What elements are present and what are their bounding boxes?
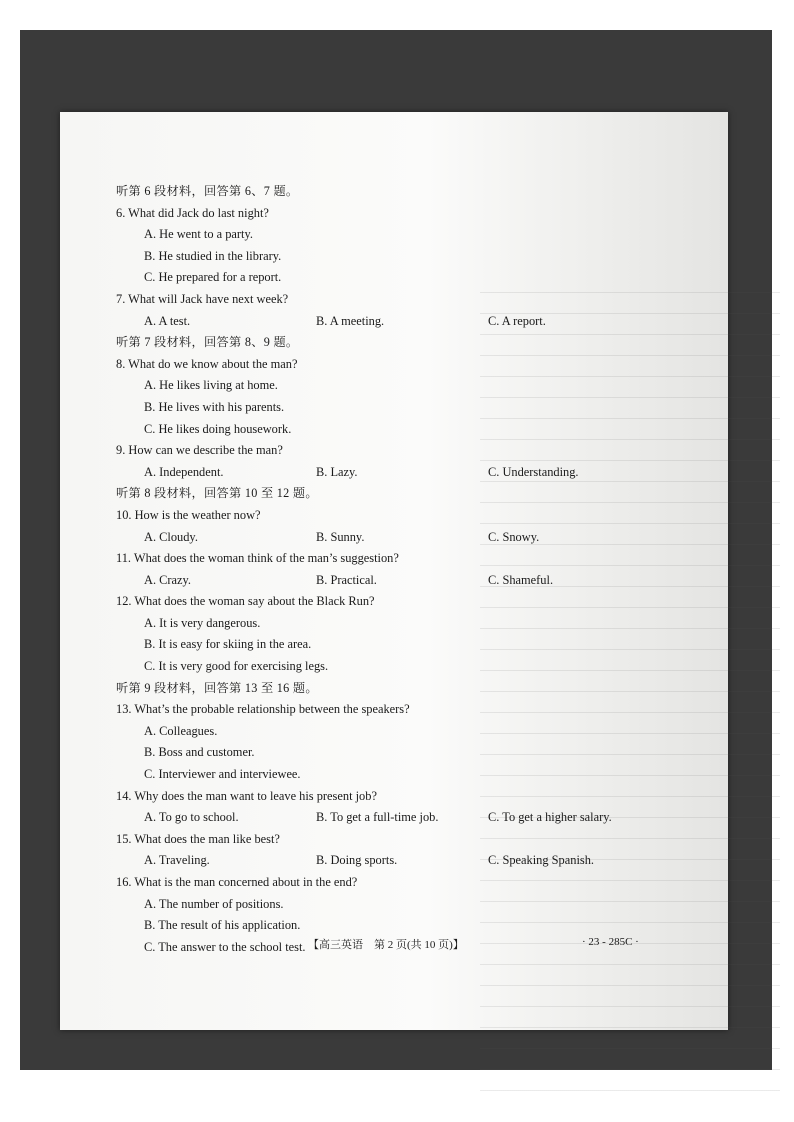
answer-option: A. To go to school.	[144, 810, 239, 825]
answer-option: A. It is very dangerous.	[144, 615, 261, 630]
answer-options-row	[116, 462, 676, 484]
question-text: 14. Why does the man want to leave his present job?	[116, 788, 377, 803]
answer-option: C. To get a higher salary.	[488, 810, 612, 825]
answer-options-row	[116, 527, 676, 549]
answer-option: B. He lives with his parents.	[144, 399, 285, 414]
answer-option: B. Doing sports.	[316, 853, 398, 868]
answer-option: B. A meeting.	[316, 313, 385, 328]
question-text: 16. What is the man concerned about in the end?	[116, 875, 358, 889]
question-text: 13. What’s the probable relationship between the speakers?	[116, 702, 410, 717]
answer-option: A. Traveling.	[144, 853, 210, 868]
answer-option: B. Practical.	[316, 572, 377, 587]
section-heading: 听第 9 段材料，回答第 13 至 16 题。	[116, 680, 318, 695]
answer-option: A. The number of positions.	[144, 896, 284, 911]
answer-option: B. The result of his application.	[144, 918, 301, 933]
answer-option: A. Crazy.	[144, 572, 192, 587]
answer-option: C. It is very good for exercising legs.	[144, 659, 329, 674]
answer-option: B. To get a full-time job.	[316, 810, 439, 825]
question-text: 11. What does the woman think of the man’s suggestion?	[116, 551, 399, 566]
section-heading: 听第 6 段材料，回答第 6、7 题。	[116, 184, 299, 198]
question-text: 6. What did Jack do last night?	[116, 205, 269, 220]
question-text: 9. How can we describe the man?	[116, 443, 283, 458]
answer-option: A. Colleagues.	[144, 723, 218, 738]
answer-option: B. Boss and customer.	[144, 745, 255, 760]
answer-options-row	[116, 807, 676, 829]
answer-option: C. He prepared for a report.	[144, 270, 282, 285]
answer-option: C. Shameful.	[488, 572, 554, 587]
question-text: 10. How is the weather now?	[116, 507, 261, 522]
listening-questions	[116, 181, 676, 958]
page-code: · 23 - 285C ·	[582, 936, 639, 948]
answer-option: A. He went to a party.	[144, 227, 253, 242]
answer-option: A. A test.	[144, 313, 191, 328]
answer-options-row	[116, 570, 676, 592]
answer-option: C. The answer to the school test.	[144, 939, 306, 954]
answer-option: B. It is easy for skiing in the area.	[144, 637, 312, 652]
answer-options-row	[116, 311, 676, 333]
answer-option: B. He studied in the library.	[144, 248, 282, 263]
answer-option: A. He likes living at home.	[144, 378, 278, 393]
answer-options-row	[116, 850, 676, 872]
answer-option: C. Snowy.	[488, 529, 540, 544]
answer-option: C. He likes doing housework.	[144, 421, 292, 436]
question-text: 7. What will Jack have next week?	[116, 291, 289, 306]
answer-option: B. Sunny.	[316, 529, 365, 544]
answer-option: C. Understanding.	[488, 464, 579, 479]
answer-option: A. Cloudy.	[144, 529, 198, 544]
question-text: 12. What does the woman say about the Black Run?	[116, 594, 375, 609]
answer-option: C. Interviewer and interviewee.	[144, 767, 301, 782]
answer-option: C. Speaking Spanish.	[488, 853, 595, 868]
section-heading: 听第 7 段材料，回答第 8、9 题。	[116, 335, 299, 350]
question-text: 8. What do we know about the man?	[116, 356, 298, 371]
answer-option: C. A report.	[488, 313, 546, 328]
answer-option: A. Independent.	[144, 464, 224, 479]
answer-option: B. Lazy.	[316, 464, 358, 479]
page-footer: 【高三英语 第 2 页(共 10 页)】	[308, 939, 464, 951]
question-text: 15. What does the man like best?	[116, 831, 280, 846]
section-heading: 听第 8 段材料，回答第 10 至 12 题。	[116, 486, 318, 501]
